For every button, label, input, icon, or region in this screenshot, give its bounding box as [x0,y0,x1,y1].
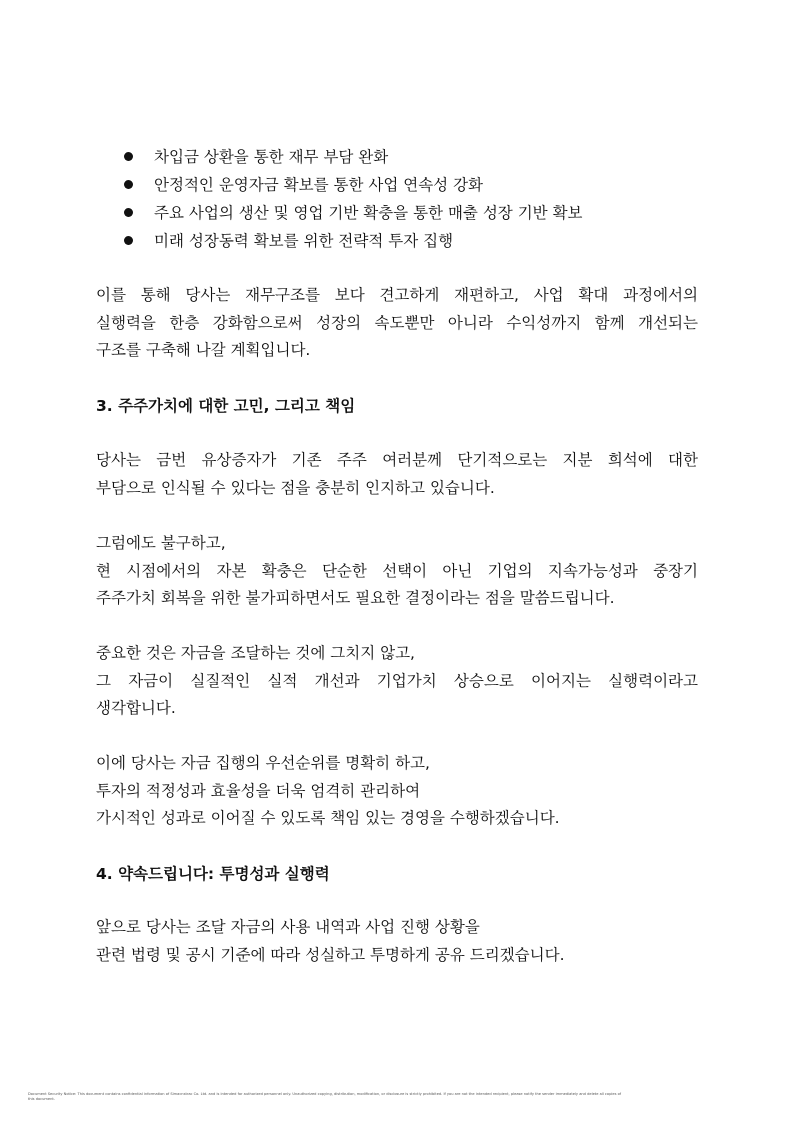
section-4-paragraph-1 [96,914,698,969]
paragraph-line: 실행력을 한층 강화함으로써 성장의 속도뿐만 아니라 수익성까지 함께 개선되는 [96,313,698,332]
paragraph-line: 현 시점에서의 자본 확충은 단순한 선택이 아닌 기업의 지속가능성과 중장기 [96,561,698,580]
section-3-heading: 3. 주주가치에 대한 고민, 그리고 책임 [96,397,356,415]
section-3-paragraph-3 [96,640,698,723]
bullet-text: 미래 성장동력 확보를 위한 전략적 투자 집행 [154,232,454,250]
bullet-list [124,143,583,255]
bullet-text: 안정적인 운영자금 확보를 통한 사업 연속성 강화 [154,176,484,194]
paragraph-line: 구조를 구축해 나갈 계획입니다. [96,341,311,359]
bullet-dot-icon [124,152,133,161]
section-3-paragraph-2 [96,530,698,613]
paragraph-line: 주주가치 회복을 위한 불가피하면서도 필요한 결정이라는 점을 말씀드립니다. [96,589,615,607]
bullet-text: 차입금 상환을 통한 재무 부담 완화 [154,148,389,166]
security-notice-footer: Document Security Notice: This document contains confidential information of Simacnstrac Co. Ltd. and is intended for authorized personnel only. Unauthorized copying, distribution, modification, or disclosure is strictly prohibited. If you are not the intended recipient, please notify the sender immediately and delete all copies of this document. [28,1092,622,1101]
intro-paragraph [96,282,698,365]
paragraph-line: 부담으로 인식될 수 있다는 점을 충분히 인지하고 있습니다. [96,478,495,497]
section-3-paragraph-4 [96,750,698,833]
paragraph-line: 중요한 것은 자금을 조달하는 것에 그치지 않고, [96,644,415,662]
bullet-item [124,171,583,199]
paragraph-line: 당사는 금번 유상증자가 기존 주주 여러분께 단기적으로는 지분 희석에 대한 [96,451,698,469]
bullet-item [124,227,583,255]
paragraph-line: 투자의 적정성과 효율성을 더욱 엄격히 관리하여 [96,781,421,800]
paragraph-line: 앞으로 당사는 조달 자금의 사용 내역과 사업 진행 상황을 [96,918,480,936]
bullet-dot-icon [124,236,133,245]
bullet-dot-icon [124,180,133,189]
bullet-item [124,199,583,227]
paragraph-line: 그럼에도 불구하고, [96,534,226,552]
bullet-text: 주요 사업의 생산 및 영업 기반 확충을 통한 매출 성장 기반 확보 [154,204,583,222]
section-4-heading: 4. 약속드립니다: 투명성과 실행력 [96,865,330,883]
paragraph-line: 가시적인 성과로 이어질 수 있도록 책임 있는 경영을 수행하겠습니다. [96,809,560,827]
bullet-item [124,143,583,171]
paragraph-line: 그 자금이 실질적인 실적 개선과 기업가치 상승으로 이어지는 실행력이라고 [96,671,698,690]
paragraph-line: 이를 통해 당사는 재무구조를 보다 견고하게 재편하고, 사업 확대 과정에서의 [96,286,698,304]
paragraph-line: 생각합니다. [96,699,176,717]
paragraph-line: 이에 당사는 자금 집행의 우선순위를 명확히 하고, [96,754,430,772]
paragraph-line: 관련 법령 및 공시 기준에 따라 성실하고 투명하게 공유 드리겠습니다. [96,945,565,964]
bullet-dot-icon [124,208,133,217]
section-3-paragraph-1 [96,447,698,502]
